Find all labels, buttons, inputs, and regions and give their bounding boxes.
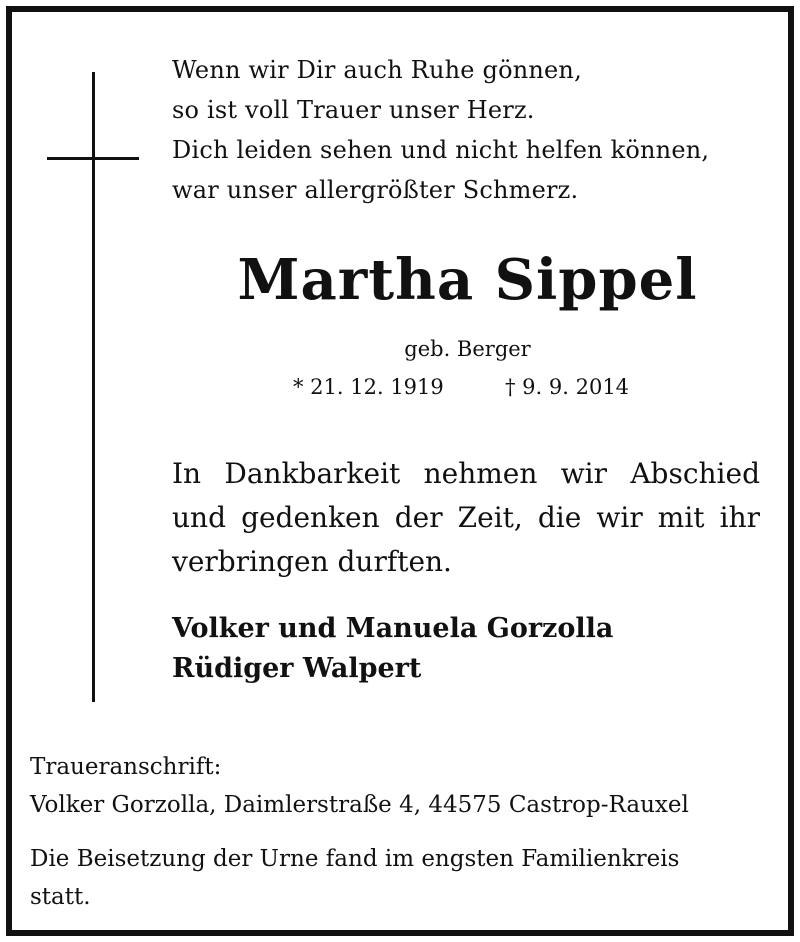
- burial-line: Die Beisetzung der Urne fand im engsten Familienkreis: [30, 846, 680, 872]
- mourner-name: Volker und Manuela Gorzolla: [172, 613, 614, 644]
- burial-line: statt.: [30, 884, 91, 910]
- thanks-line: verbringen durften.: [172, 545, 452, 578]
- burial-note: [30, 840, 790, 916]
- poem-line: war unser allergrößter Schmerz.: [172, 176, 579, 204]
- cross-vertical-bar: [92, 72, 95, 702]
- cross-horizontal-bar: [47, 157, 139, 160]
- mourners-list: [172, 609, 772, 689]
- thanks-line: In Dankbarkeit nehmen wir Abschied: [172, 457, 760, 490]
- thanks-line: und gedenken der Zeit, die wir mit ihr: [172, 501, 760, 534]
- address-label: Traueranschrift:: [30, 754, 222, 780]
- deceased-name: Martha Sippel: [237, 247, 698, 313]
- poem-line: so ist voll Trauer unser Herz.: [172, 96, 535, 124]
- mourner-name: Rüdiger Walpert: [172, 653, 422, 684]
- poem-line: Dich leiden sehen und nicht helfen können,: [172, 136, 710, 164]
- birth-date: * 21. 12. 1919: [293, 375, 444, 399]
- death-date: † 9. 9. 2014: [505, 375, 630, 399]
- address-value: Volker Gorzolla, Daimlerstraße 4, 44575 Castrop-Rauxel: [30, 792, 689, 818]
- poem-line: Wenn wir Dir auch Ruhe gönnen,: [172, 56, 582, 84]
- mourning-address: [30, 748, 790, 824]
- thanks-text: [172, 452, 760, 584]
- maiden-name: geb. Berger: [404, 337, 531, 361]
- memorial-poem: [172, 50, 782, 210]
